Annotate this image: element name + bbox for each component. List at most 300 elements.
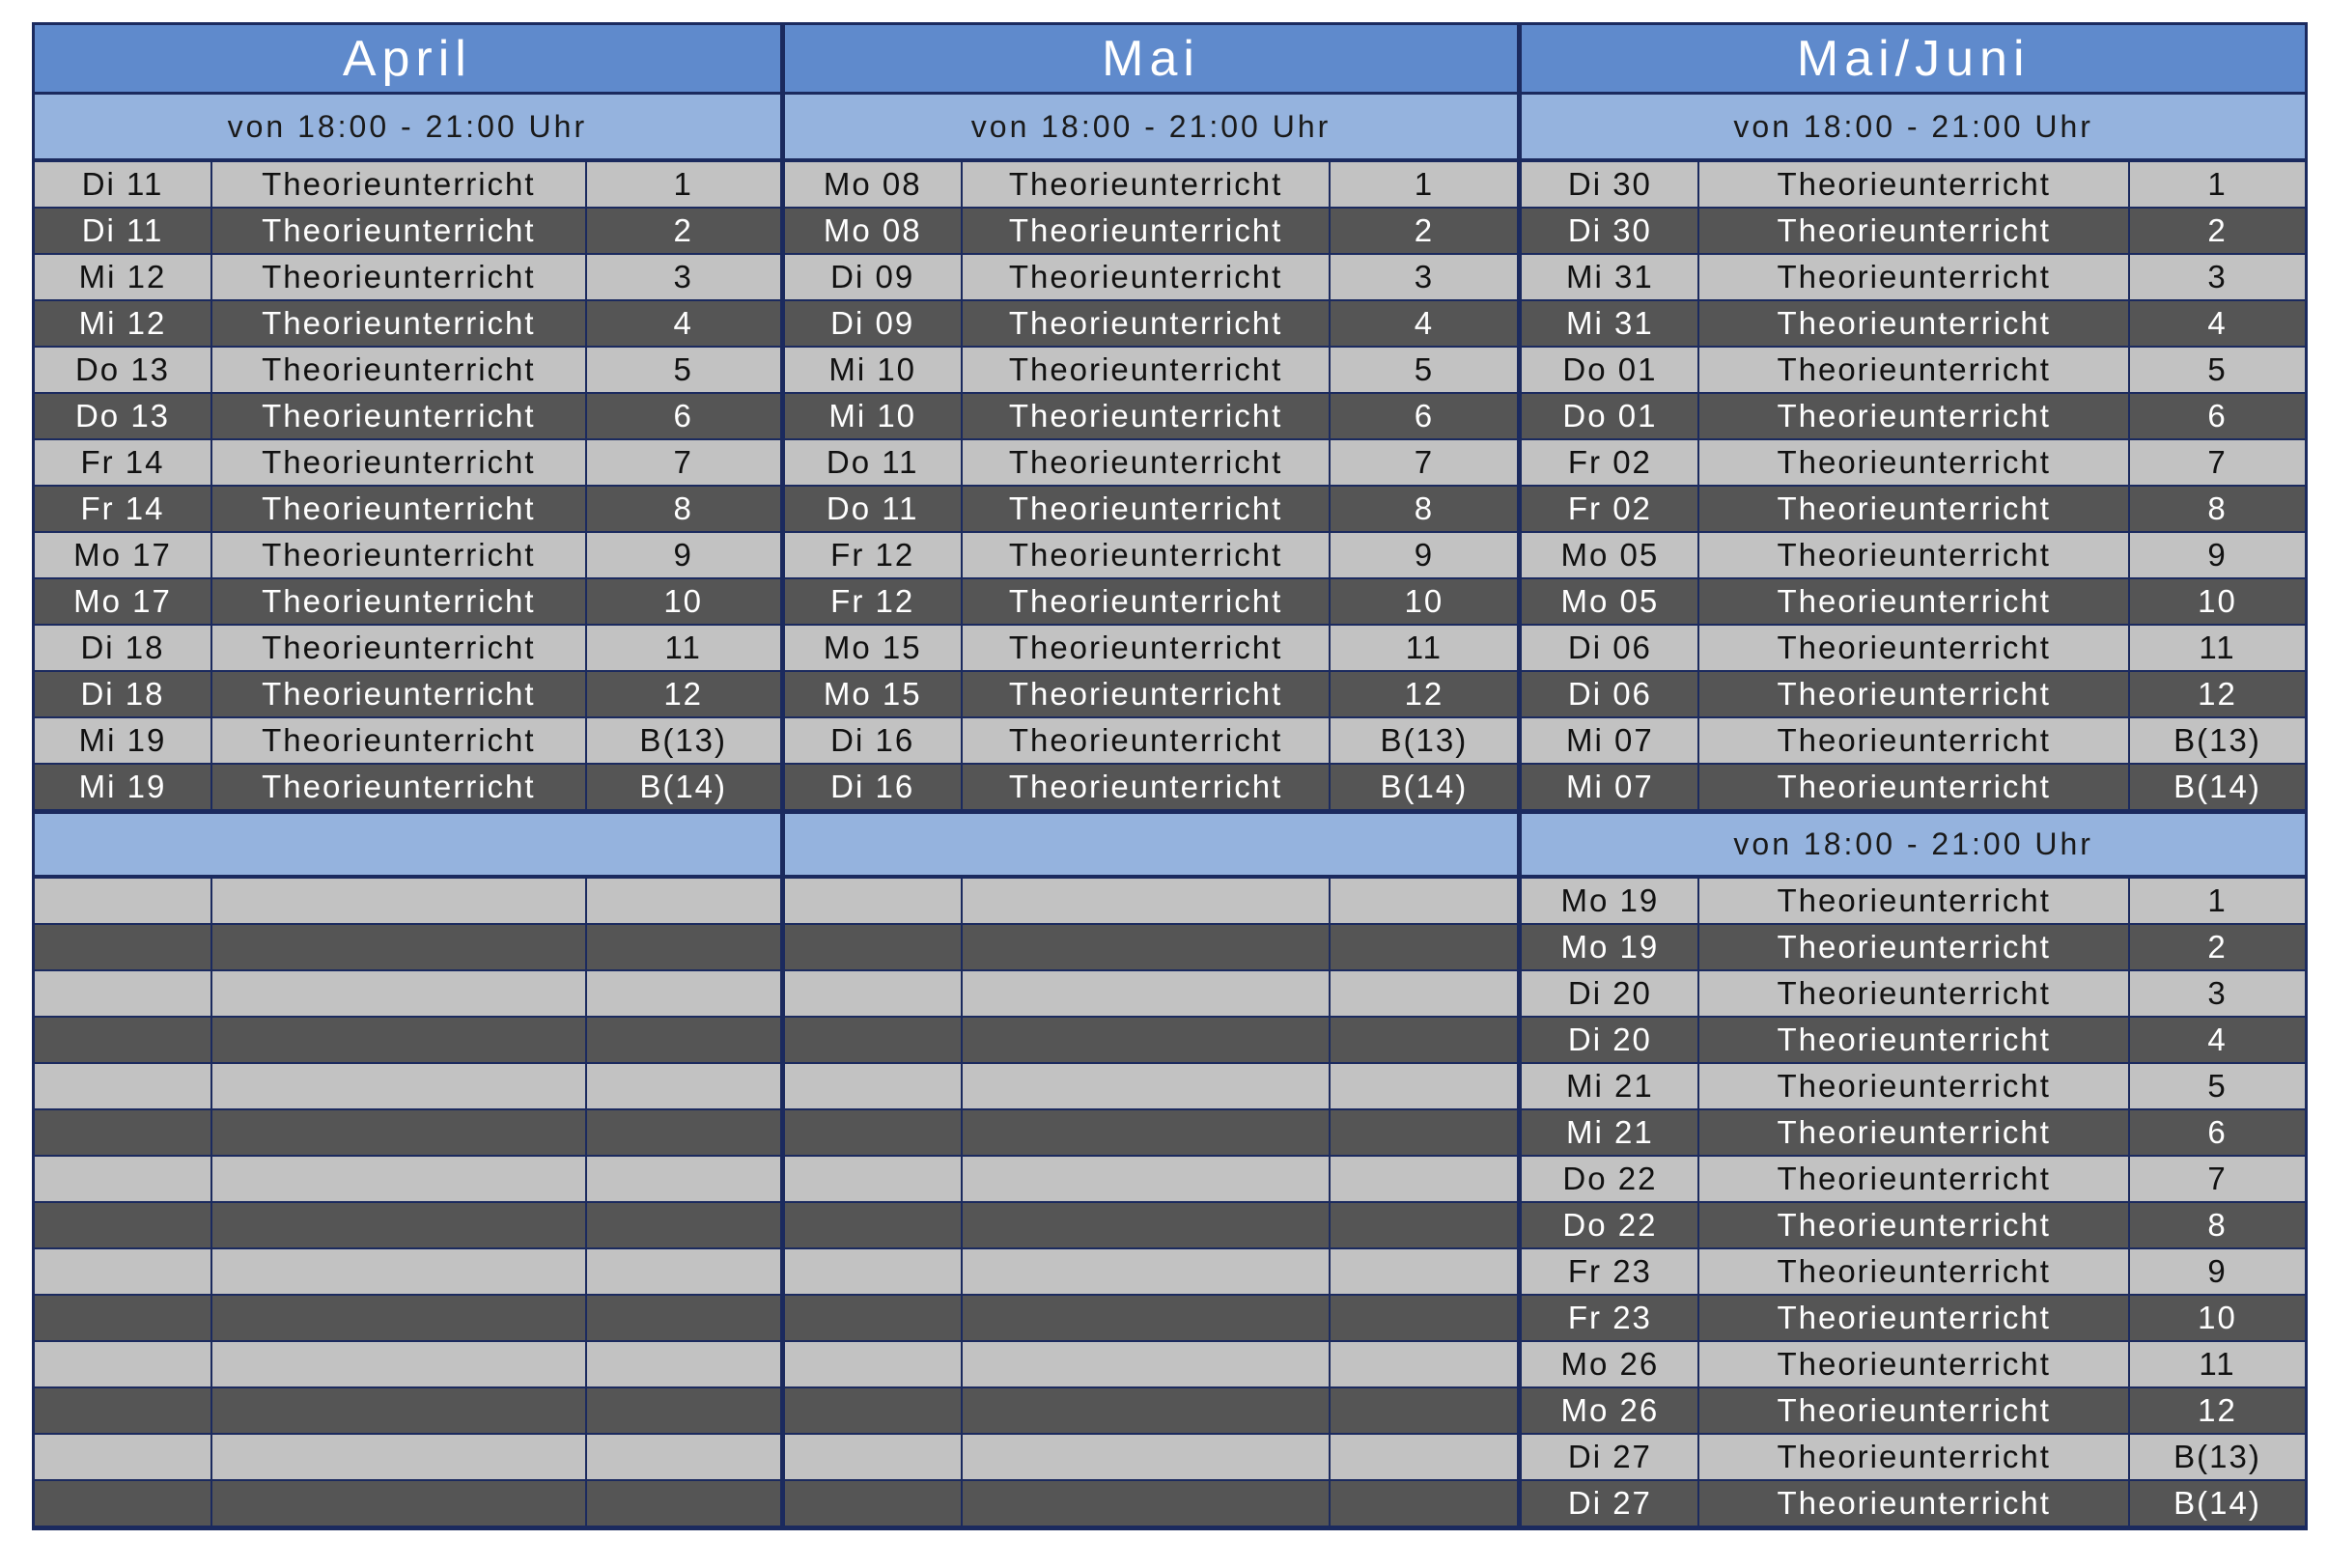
date-cell: Do 11 <box>826 444 919 480</box>
schedule-row <box>1522 1249 2305 1296</box>
schedule-row <box>785 487 1518 533</box>
lesson-number-cell: B(14) <box>2128 765 2305 809</box>
subject-cell <box>961 1388 1330 1433</box>
lesson-number-cell <box>585 879 780 923</box>
lesson-number-cell <box>585 1435 780 1479</box>
date-cell <box>785 1157 961 1201</box>
subject-cell <box>961 1481 1330 1526</box>
month-title: Mai <box>785 25 1518 95</box>
subject-cell <box>961 971 1330 1016</box>
lesson-number-cell: 3 <box>2128 255 2305 299</box>
schedule-row <box>1522 209 2305 255</box>
lesson-number-cell: 5 <box>1329 348 1517 392</box>
schedule-row <box>1522 879 2305 925</box>
subject-cell <box>961 1342 1330 1386</box>
subject-cell: Theorieunterricht <box>961 162 1330 207</box>
subject-cell: Theorieunterricht <box>1697 487 2128 531</box>
subject-cell <box>210 1388 585 1433</box>
schedule-row <box>1522 718 2305 765</box>
date-cell: Mo 15 <box>823 676 922 712</box>
month-column <box>35 25 780 1527</box>
lesson-number-cell: 11 <box>585 626 780 670</box>
month-title: April <box>35 25 780 95</box>
date-cell: Fr 02 <box>1567 444 1652 480</box>
date-cell: Di 18 <box>80 676 165 712</box>
month-column <box>1522 25 2305 1527</box>
date-cell <box>785 1249 961 1294</box>
schedule-row <box>1522 1296 2305 1342</box>
date-cell <box>785 1296 961 1340</box>
subject-cell: Theorieunterricht <box>961 301 1330 346</box>
lesson-number-cell: 9 <box>2128 533 2305 577</box>
lesson-number-cell <box>1329 1435 1517 1479</box>
lesson-number-cell <box>1329 1296 1517 1340</box>
date-cell <box>35 1481 210 1526</box>
subject-cell: Theorieunterricht <box>1697 672 2128 716</box>
subject-cell <box>961 1203 1330 1247</box>
date-cell: Mo 15 <box>823 630 922 665</box>
schedule-row <box>35 1388 780 1435</box>
lesson-number-cell: B(14) <box>2128 1481 2305 1526</box>
schedule-row <box>1522 1388 2305 1435</box>
date-cell: Di 11 <box>81 166 164 202</box>
subject-cell <box>961 1296 1330 1340</box>
schedule-row <box>785 533 1518 579</box>
date-cell: Mo 26 <box>1560 1346 1660 1382</box>
date-cell: Mi 21 <box>1566 1114 1654 1150</box>
subject-cell: Theorieunterricht <box>210 255 585 299</box>
schedule-row <box>35 487 780 533</box>
subject-cell: Theorieunterricht <box>210 765 585 809</box>
schedule-row <box>35 1157 780 1203</box>
date-cell: Di 09 <box>830 305 915 341</box>
schedule-row <box>785 1157 1518 1203</box>
schedule-row <box>1522 925 2305 971</box>
schedule-row <box>785 626 1518 672</box>
lesson-number-cell <box>585 1249 780 1294</box>
date-cell: Di 09 <box>830 259 915 294</box>
lesson-number-cell: 4 <box>2128 1018 2305 1062</box>
lesson-number-cell: B(13) <box>2128 1435 2305 1479</box>
date-cell: Di 06 <box>1567 630 1652 665</box>
lesson-number-cell <box>585 1157 780 1201</box>
schedule-row <box>785 879 1518 925</box>
subject-cell: Theorieunterricht <box>1697 209 2128 253</box>
lesson-number-cell: 1 <box>2128 162 2305 207</box>
date-cell: Mo 26 <box>1560 1392 1660 1428</box>
date-cell <box>785 1203 961 1247</box>
date-cell <box>35 971 210 1016</box>
date-cell: Do 22 <box>1562 1161 1658 1196</box>
schedule-row <box>785 1249 1518 1296</box>
subject-cell: Theorieunterricht <box>961 626 1330 670</box>
lesson-number-cell: B(13) <box>585 718 780 763</box>
subject-cell: Theorieunterricht <box>210 301 585 346</box>
time-range-header-second <box>785 811 1518 879</box>
subject-cell: Theorieunterricht <box>1697 301 2128 346</box>
date-cell: Fr 12 <box>830 583 915 619</box>
schedule-row <box>1522 487 2305 533</box>
lesson-number-cell <box>1329 1064 1517 1108</box>
schedule-row <box>785 1018 1518 1064</box>
lesson-number-cell: 4 <box>585 301 780 346</box>
lesson-number-cell: 9 <box>1329 533 1517 577</box>
subject-cell: Theorieunterricht <box>1697 1342 2128 1386</box>
subject-cell <box>210 1064 585 1108</box>
date-cell: Fr 14 <box>80 490 165 526</box>
date-cell <box>785 1435 961 1479</box>
date-cell <box>35 1203 210 1247</box>
schedule-row <box>1522 1203 2305 1249</box>
lesson-number-cell: 5 <box>585 348 780 392</box>
lesson-number-cell: B(13) <box>1329 718 1517 763</box>
date-cell <box>35 1388 210 1433</box>
schedule-row <box>785 672 1518 718</box>
lesson-number-cell <box>585 925 780 969</box>
date-cell: Mi 31 <box>1566 259 1654 294</box>
lesson-number-cell: 1 <box>2128 879 2305 923</box>
schedule-row <box>785 1203 1518 1249</box>
date-cell <box>785 1388 961 1433</box>
subject-cell: Theorieunterricht <box>210 487 585 531</box>
lesson-number-cell: 4 <box>2128 301 2305 346</box>
date-cell: Di 11 <box>81 212 164 248</box>
schedule-row <box>35 1064 780 1110</box>
subject-cell: Theorieunterricht <box>210 718 585 763</box>
date-cell: Di 16 <box>830 769 915 804</box>
subject-cell: Theorieunterricht <box>961 255 1330 299</box>
date-cell: Di 20 <box>1567 1022 1652 1057</box>
lesson-number-cell: 8 <box>2128 1203 2305 1247</box>
date-cell: Do 11 <box>826 490 919 526</box>
schedule-row <box>1522 1342 2305 1388</box>
lesson-number-cell: 10 <box>585 579 780 624</box>
date-cell: Mi 12 <box>78 259 167 294</box>
date-cell: Mo 19 <box>1560 882 1660 918</box>
lesson-number-cell: 7 <box>585 440 780 485</box>
subject-cell <box>961 1157 1330 1201</box>
lesson-number-cell <box>585 971 780 1016</box>
subject-cell: Theorieunterricht <box>1697 1481 2128 1526</box>
date-cell <box>35 1435 210 1479</box>
subject-cell: Theorieunterricht <box>1697 971 2128 1016</box>
lesson-number-cell: 7 <box>1329 440 1517 485</box>
subject-cell: Theorieunterricht <box>961 533 1330 577</box>
subject-cell: Theorieunterricht <box>1697 533 2128 577</box>
subject-cell: Theorieunterricht <box>210 162 585 207</box>
time-range-header: von 18:00 - 21:00 Uhr <box>1522 95 2305 162</box>
schedule-row <box>785 579 1518 626</box>
schedule-row <box>785 1296 1518 1342</box>
subject-cell: Theorieunterricht <box>1697 348 2128 392</box>
subject-cell <box>210 925 585 969</box>
schedule-row <box>1522 765 2305 811</box>
date-cell: Do 22 <box>1562 1207 1658 1243</box>
lesson-number-cell: 8 <box>2128 487 2305 531</box>
date-cell <box>785 1481 961 1526</box>
lesson-number-cell: 6 <box>1329 394 1517 438</box>
schedule-row <box>35 879 780 925</box>
date-cell: Mi 12 <box>78 305 167 341</box>
schedule-row <box>1522 255 2305 301</box>
subject-cell: Theorieunterricht <box>1697 1203 2128 1247</box>
lesson-number-cell <box>1329 1203 1517 1247</box>
subject-cell: Theorieunterricht <box>1697 765 2128 809</box>
subject-cell: Theorieunterricht <box>1697 1249 2128 1294</box>
lesson-number-cell: 9 <box>2128 1249 2305 1294</box>
lesson-number-cell: 11 <box>2128 1342 2305 1386</box>
date-cell: Mi 10 <box>828 398 917 434</box>
schedule-row <box>1522 162 2305 209</box>
subject-cell <box>961 1064 1330 1108</box>
subject-cell <box>210 1296 585 1340</box>
date-cell <box>785 971 961 1016</box>
schedule-row <box>35 394 780 440</box>
schedule-row <box>785 1064 1518 1110</box>
subject-cell: Theorieunterricht <box>1697 394 2128 438</box>
lesson-number-cell: 10 <box>1329 579 1517 624</box>
subject-cell: Theorieunterricht <box>1697 162 2128 207</box>
schedule-row <box>785 718 1518 765</box>
lesson-number-cell: 8 <box>585 487 780 531</box>
date-cell: Di 16 <box>830 722 915 758</box>
date-cell: Mo 17 <box>73 583 172 619</box>
schedule-row <box>1522 1110 2305 1157</box>
subject-cell: Theorieunterricht <box>1697 1157 2128 1201</box>
subject-cell: Theorieunterricht <box>1697 1388 2128 1433</box>
lesson-number-cell: 2 <box>2128 209 2305 253</box>
subject-cell: Theorieunterricht <box>1697 1018 2128 1062</box>
date-cell: Mi 19 <box>78 769 167 804</box>
schedule-row <box>785 348 1518 394</box>
subject-cell: Theorieunterricht <box>961 765 1330 809</box>
course-schedule-table <box>32 22 2308 1530</box>
schedule-row <box>35 1481 780 1527</box>
subject-cell: Theorieunterricht <box>210 672 585 716</box>
subject-cell: Theorieunterricht <box>1697 255 2128 299</box>
lesson-number-cell: 1 <box>585 162 780 207</box>
time-range-header: von 18:00 - 21:00 Uhr <box>785 95 1518 162</box>
lesson-number-cell: 11 <box>1329 626 1517 670</box>
subject-cell: Theorieunterricht <box>210 394 585 438</box>
schedule-row <box>35 718 780 765</box>
lesson-number-cell: 11 <box>2128 626 2305 670</box>
date-cell <box>35 879 210 923</box>
schedule-row <box>35 301 780 348</box>
lesson-number-cell: 2 <box>1329 209 1517 253</box>
schedule-row <box>35 440 780 487</box>
lesson-number-cell <box>1329 971 1517 1016</box>
lesson-number-cell: 9 <box>585 533 780 577</box>
date-cell <box>35 1018 210 1062</box>
schedule-row <box>35 255 780 301</box>
schedule-row <box>785 440 1518 487</box>
date-cell <box>35 1342 210 1386</box>
date-cell: Fr 23 <box>1567 1300 1652 1335</box>
date-cell <box>35 1110 210 1155</box>
schedule-row <box>35 1110 780 1157</box>
date-cell: Fr 23 <box>1567 1253 1652 1289</box>
schedule-row <box>1522 1064 2305 1110</box>
schedule-row <box>35 209 780 255</box>
subject-cell: Theorieunterricht <box>961 394 1330 438</box>
lesson-number-cell: 10 <box>2128 1296 2305 1340</box>
subject-cell: Theorieunterricht <box>1697 626 2128 670</box>
lesson-number-cell <box>585 1203 780 1247</box>
schedule-row <box>785 1388 1518 1435</box>
lesson-number-cell: 7 <box>2128 1157 2305 1201</box>
date-cell: Mo 19 <box>1560 929 1660 965</box>
schedule-row <box>35 348 780 394</box>
date-cell: Di 27 <box>1567 1439 1652 1474</box>
lesson-number-cell: 12 <box>2128 672 2305 716</box>
date-cell <box>785 1110 961 1155</box>
lesson-number-cell: 2 <box>2128 925 2305 969</box>
schedule-row <box>785 925 1518 971</box>
schedule-row <box>785 971 1518 1018</box>
schedule-row <box>35 1342 780 1388</box>
schedule-row <box>785 394 1518 440</box>
schedule-row <box>35 672 780 718</box>
month-column <box>785 25 1518 1527</box>
subject-cell: Theorieunterricht <box>961 487 1330 531</box>
lesson-number-cell: 5 <box>2128 1064 2305 1108</box>
time-range-header-second <box>35 811 780 879</box>
schedule-row <box>1522 1481 2305 1527</box>
subject-cell: Theorieunterricht <box>210 579 585 624</box>
subject-cell: Theorieunterricht <box>1697 1296 2128 1340</box>
date-cell <box>35 1064 210 1108</box>
date-cell <box>785 1064 961 1108</box>
schedule-row <box>35 765 780 811</box>
subject-cell <box>961 1249 1330 1294</box>
date-cell: Mi 07 <box>1566 769 1654 804</box>
lesson-number-cell <box>1329 1388 1517 1433</box>
date-cell: Di 20 <box>1567 975 1652 1011</box>
subject-cell: Theorieunterricht <box>1697 718 2128 763</box>
date-cell <box>785 1018 961 1062</box>
schedule-row <box>35 626 780 672</box>
lesson-number-cell: 3 <box>1329 255 1517 299</box>
subject-cell: Theorieunterricht <box>1697 440 2128 485</box>
date-cell: Mi 21 <box>1566 1068 1654 1104</box>
subject-cell <box>210 1157 585 1201</box>
schedule-row <box>785 1481 1518 1527</box>
lesson-number-cell: 6 <box>2128 394 2305 438</box>
time-range-header: von 18:00 - 21:00 Uhr <box>35 95 780 162</box>
date-cell: Fr 12 <box>830 537 915 573</box>
date-cell: Di 18 <box>80 630 165 665</box>
schedule-row <box>35 1296 780 1342</box>
subject-cell: Theorieunterricht <box>961 348 1330 392</box>
lesson-number-cell: 6 <box>2128 1110 2305 1155</box>
lesson-number-cell: 1 <box>1329 162 1517 207</box>
date-cell: Do 13 <box>74 398 171 434</box>
subject-cell: Theorieunterricht <box>1697 579 2128 624</box>
lesson-number-cell: 12 <box>1329 672 1517 716</box>
schedule-row <box>1522 348 2305 394</box>
lesson-number-cell: B(14) <box>585 765 780 809</box>
date-cell: Mo 17 <box>73 537 172 573</box>
subject-cell <box>210 1018 585 1062</box>
subject-cell: Theorieunterricht <box>1697 925 2128 969</box>
schedule-row <box>35 1435 780 1481</box>
date-cell: Di 27 <box>1567 1485 1652 1521</box>
date-cell <box>785 925 961 969</box>
date-cell: Mi 07 <box>1566 722 1654 758</box>
lesson-number-cell: 2 <box>585 209 780 253</box>
subject-cell: Theorieunterricht <box>961 209 1330 253</box>
subject-cell: Theorieunterricht <box>961 440 1330 485</box>
subject-cell: Theorieunterricht <box>1697 1110 2128 1155</box>
schedule-row <box>35 579 780 626</box>
subject-cell <box>210 1435 585 1479</box>
subject-cell <box>961 879 1330 923</box>
lesson-number-cell: 8 <box>1329 487 1517 531</box>
date-cell <box>785 1342 961 1386</box>
time-range-header-second: von 18:00 - 21:00 Uhr <box>1522 811 2305 879</box>
subject-cell: Theorieunterricht <box>1697 1064 2128 1108</box>
lesson-number-cell <box>585 1481 780 1526</box>
schedule-row <box>785 255 1518 301</box>
lesson-number-cell <box>585 1342 780 1386</box>
lesson-number-cell <box>1329 925 1517 969</box>
lesson-number-cell <box>1329 1249 1517 1294</box>
date-cell <box>35 1249 210 1294</box>
schedule-row <box>35 971 780 1018</box>
subject-cell <box>210 879 585 923</box>
date-cell: Fr 14 <box>80 444 165 480</box>
schedule-row <box>785 301 1518 348</box>
schedule-row <box>785 209 1518 255</box>
month-title: Mai/Juni <box>1522 25 2305 95</box>
schedule-row <box>1522 394 2305 440</box>
lesson-number-cell: 12 <box>2128 1388 2305 1433</box>
date-cell <box>785 879 961 923</box>
lesson-number-cell: 3 <box>585 255 780 299</box>
schedule-row <box>1522 440 2305 487</box>
subject-cell <box>961 1018 1330 1062</box>
subject-cell <box>210 1203 585 1247</box>
date-cell: Mi 19 <box>78 722 167 758</box>
date-cell: Mo 05 <box>1560 537 1660 573</box>
lesson-number-cell <box>585 1296 780 1340</box>
subject-cell: Theorieunterricht <box>1697 1435 2128 1479</box>
lesson-number-cell: 10 <box>2128 579 2305 624</box>
schedule-row <box>785 162 1518 209</box>
subject-cell: Theorieunterricht <box>210 209 585 253</box>
schedule-row <box>1522 1157 2305 1203</box>
subject-cell <box>961 925 1330 969</box>
subject-cell: Theorieunterricht <box>210 626 585 670</box>
schedule-row <box>785 1110 1518 1157</box>
schedule-row <box>1522 971 2305 1018</box>
schedule-row <box>35 1018 780 1064</box>
lesson-number-cell: 7 <box>2128 440 2305 485</box>
subject-cell: Theorieunterricht <box>210 348 585 392</box>
subject-cell <box>210 1249 585 1294</box>
date-cell: Mo 08 <box>823 166 922 202</box>
date-cell: Di 06 <box>1567 676 1652 712</box>
schedule-row <box>1522 579 2305 626</box>
lesson-number-cell <box>1329 1018 1517 1062</box>
subject-cell: Theorieunterricht <box>961 672 1330 716</box>
schedule-row <box>1522 1435 2305 1481</box>
subject-cell: Theorieunterricht <box>1697 879 2128 923</box>
lesson-number-cell <box>585 1388 780 1433</box>
schedule-row <box>35 162 780 209</box>
schedule-row <box>1522 672 2305 718</box>
